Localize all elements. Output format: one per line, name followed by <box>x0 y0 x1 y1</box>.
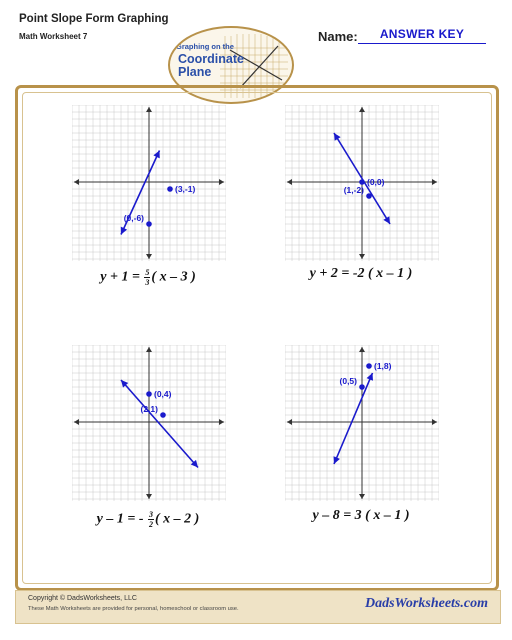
x-axis-arrow-right <box>432 179 437 185</box>
x-axis-arrow-left <box>74 419 79 425</box>
logo-text-line3: Plane <box>178 65 212 79</box>
graph-3 <box>72 345 226 501</box>
name-field: ANSWER KEY <box>358 26 486 44</box>
y-axis-arrow-down <box>359 494 365 499</box>
x-axis-arrow-left <box>287 419 292 425</box>
point-label: (1,-2) <box>343 185 364 195</box>
equation-3-left: y – 1 = - <box>96 511 148 527</box>
point-label: (0,5) <box>339 376 357 386</box>
point-label: (2,1) <box>140 404 158 414</box>
point-label: (1,8) <box>374 361 392 371</box>
equation-1-left: y + 1 = <box>100 269 144 285</box>
x-axis-arrow-right <box>432 419 437 425</box>
equation-2 <box>261 266 461 282</box>
logo-text-line2: Coordinate <box>178 52 244 66</box>
copyright-text: Copyright © DadsWorksheets, LLC <box>28 595 137 602</box>
equation-1-fraction <box>144 268 150 287</box>
equation-1 <box>48 268 248 287</box>
footer <box>15 590 501 624</box>
brand-logo: DadsWorksheets.com <box>364 596 488 611</box>
point-label: (3,-1) <box>175 184 196 194</box>
usage-note: These Math Worksheets are provided for personal, homeschool or classroom use. <box>28 606 239 612</box>
name-label: Name: <box>318 29 358 44</box>
y-axis-arrow-up <box>146 347 152 352</box>
worksheet-subtitle: Math Worksheet 7 <box>19 32 88 41</box>
equation-2-text: y + 2 = -2 ( x – 1 ) <box>309 266 413 281</box>
y-axis-arrow-down <box>146 494 152 499</box>
point-label: (0,0) <box>367 177 385 187</box>
plotted-point <box>359 179 365 185</box>
plotted-point <box>366 363 372 369</box>
y-axis-arrow-down <box>146 254 152 259</box>
point-label: (0,-6) <box>123 213 144 223</box>
graph-4 <box>285 345 439 501</box>
equation-3 <box>48 510 248 529</box>
equation-4 <box>261 508 461 524</box>
solution-line <box>334 373 373 464</box>
equation-1-denominator: 3 <box>145 278 150 287</box>
equation-1-numerator: 5 <box>145 268 150 277</box>
x-axis-arrow-right <box>219 419 224 425</box>
plotted-point <box>359 384 365 390</box>
equation-3-denominator: 2 <box>149 520 154 529</box>
plotted-point <box>160 412 166 418</box>
x-axis-arrow-left <box>74 179 79 185</box>
plotted-point <box>366 193 372 199</box>
equation-3-right: ( x – 2 ) <box>155 511 200 527</box>
plotted-point <box>146 221 152 227</box>
plotted-point <box>146 391 152 397</box>
graph-2 <box>285 105 439 261</box>
equation-4-text: y – 8 = 3 ( x – 1 ) <box>312 508 410 523</box>
point-label: (0,4) <box>154 389 172 399</box>
worksheet-title: Point Slope Form Graphing <box>19 13 169 25</box>
x-axis-arrow-right <box>219 179 224 185</box>
equation-1-right: ( x – 3 ) <box>151 269 196 285</box>
y-axis-arrow-up <box>146 107 152 112</box>
y-axis-arrow-down <box>359 254 365 259</box>
y-axis-arrow-up <box>359 347 365 352</box>
graph-1 <box>72 105 226 261</box>
x-axis-arrow-left <box>287 179 292 185</box>
equation-3-numerator: 3 <box>149 510 154 519</box>
logo-text-line1: Graphing on the <box>176 42 234 51</box>
plotted-point <box>167 186 173 192</box>
equation-3-fraction <box>148 510 154 529</box>
y-axis-arrow-up <box>359 107 365 112</box>
